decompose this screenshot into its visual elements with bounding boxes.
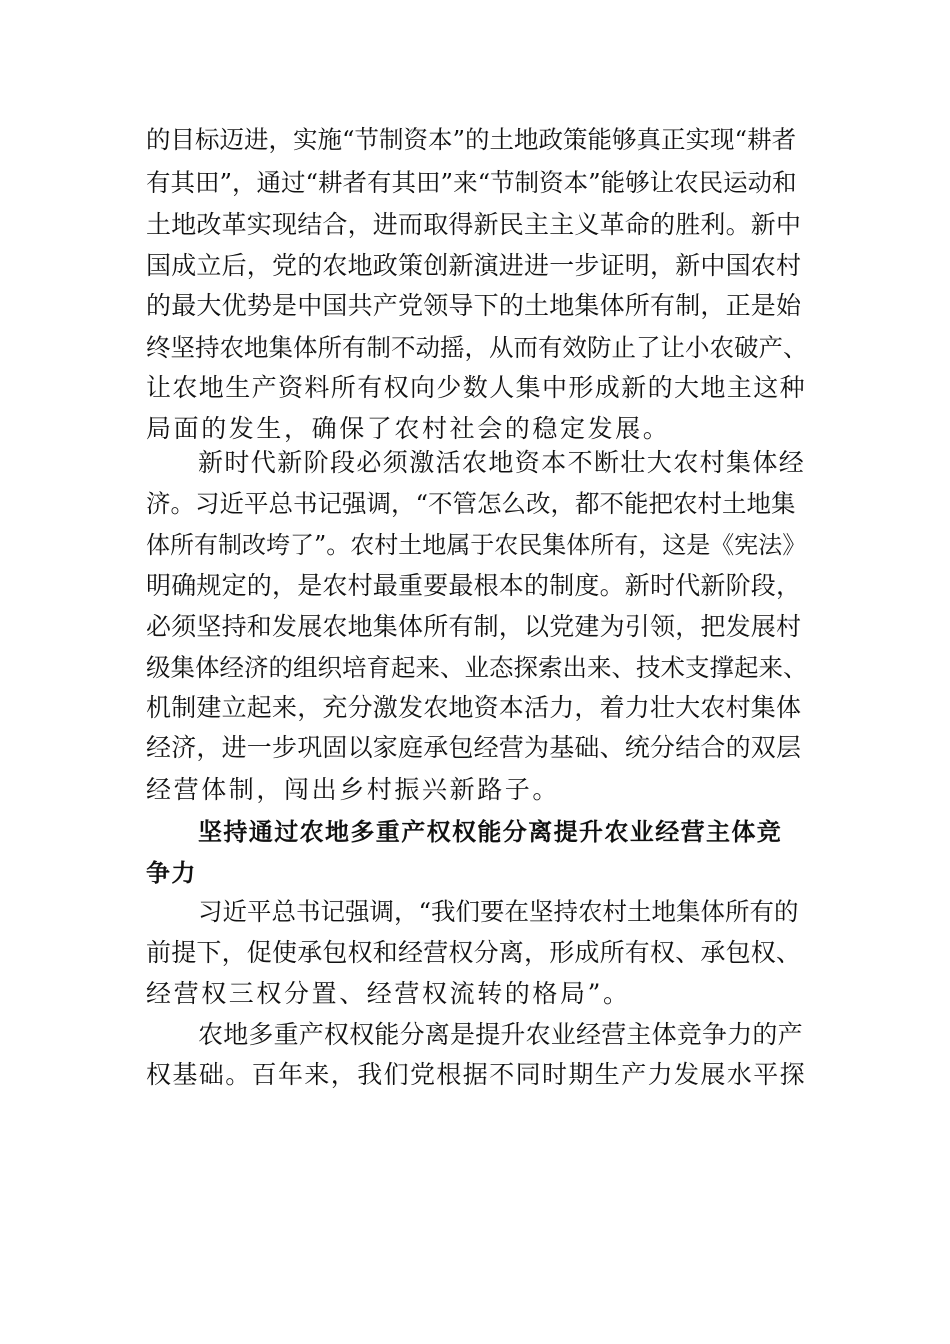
paragraph-1-line-2: 有其田”，通过“耕者有其田”来“节制资本”能够让农民运动和 — [146, 168, 797, 197]
paragraph-3-line-2: 前提下，促使承包权和经营权分离，形成所有权、承包权、 — [146, 938, 802, 967]
paragraph-2-line-9: 经营体制，闯出乡村振兴新路子。 — [146, 775, 561, 804]
paragraph-3-line-1: 习近平总书记强调，“我们要在坚持农村土地集体所有的 — [198, 897, 799, 926]
paragraph-1-line-8: 局面的发生，确保了农村社会的稳定发展。 — [146, 414, 671, 443]
paragraph-1-line-6: 终坚持农地集体所有制不动摇，从而有效防止了让小农破产、 — [146, 333, 808, 362]
section-heading-line-1: 坚持通过农地多重产权权能分离提升农业经营主体竞 — [198, 818, 783, 846]
paragraph-3-line-3: 经营权三权分置、经营权流转的格局”。 — [146, 979, 631, 1008]
paragraph-2-line-6: 级集体经济的组织培育起来、业态探索出来、技术支撑起来、 — [146, 653, 808, 682]
paragraph-1-line-3: 土地改革实现结合，进而取得新民主主义革命的胜利。新中 — [146, 210, 802, 239]
paragraph-1-line-4: 国成立后，党的农地政策创新演进进一步证明，新中国农村 — [146, 251, 802, 280]
paragraph-1-line-1: 的目标迈进，实施“节制资本”的土地政策能够真正实现“耕者 — [146, 125, 797, 154]
paragraph-2-line-7: 机制建立起来，充分激发农地资本活力，着力壮大农村集体 — [146, 693, 802, 722]
paragraph-2-line-8: 经济，进一步巩固以家庭承包经营为基础、统分结合的双层 — [146, 733, 802, 762]
paragraph-2-line-3: 体所有制改垮了”。农村土地属于农民集体所有，这是《宪法》 — [146, 531, 807, 559]
paragraph-2-line-5: 必须坚持和发展农地集体所有制，以党建为引领，把发展村 — [146, 612, 802, 641]
paragraph-2-line-1: 新时代新阶段必须激活农地资本不断壮大农村集体经 — [198, 448, 806, 477]
paragraph-1-line-5: 的最大优势是中国共产党领导下的土地集体所有制，正是始 — [146, 291, 802, 320]
paragraph-2-line-2: 济。习近平总书记强调，“不管怎么改，都不能把农村土地集 — [146, 489, 796, 518]
section-heading-line-2: 争力 — [146, 859, 197, 887]
paragraph-2-line-4: 明确规定的，是农村最重要最根本的制度。新时代新阶段， — [146, 571, 802, 600]
paragraph-1-line-7: 让农地生产资料所有权向少数人集中形成新的大地主这种 — [146, 373, 807, 402]
paragraph-4-line-2: 权基础。百年来，我们党根据不同时期生产力发展水平探 — [146, 1060, 807, 1089]
paragraph-4-line-1: 农地多重产权权能分离是提升农业经营主体竞争力的产 — [198, 1020, 803, 1049]
